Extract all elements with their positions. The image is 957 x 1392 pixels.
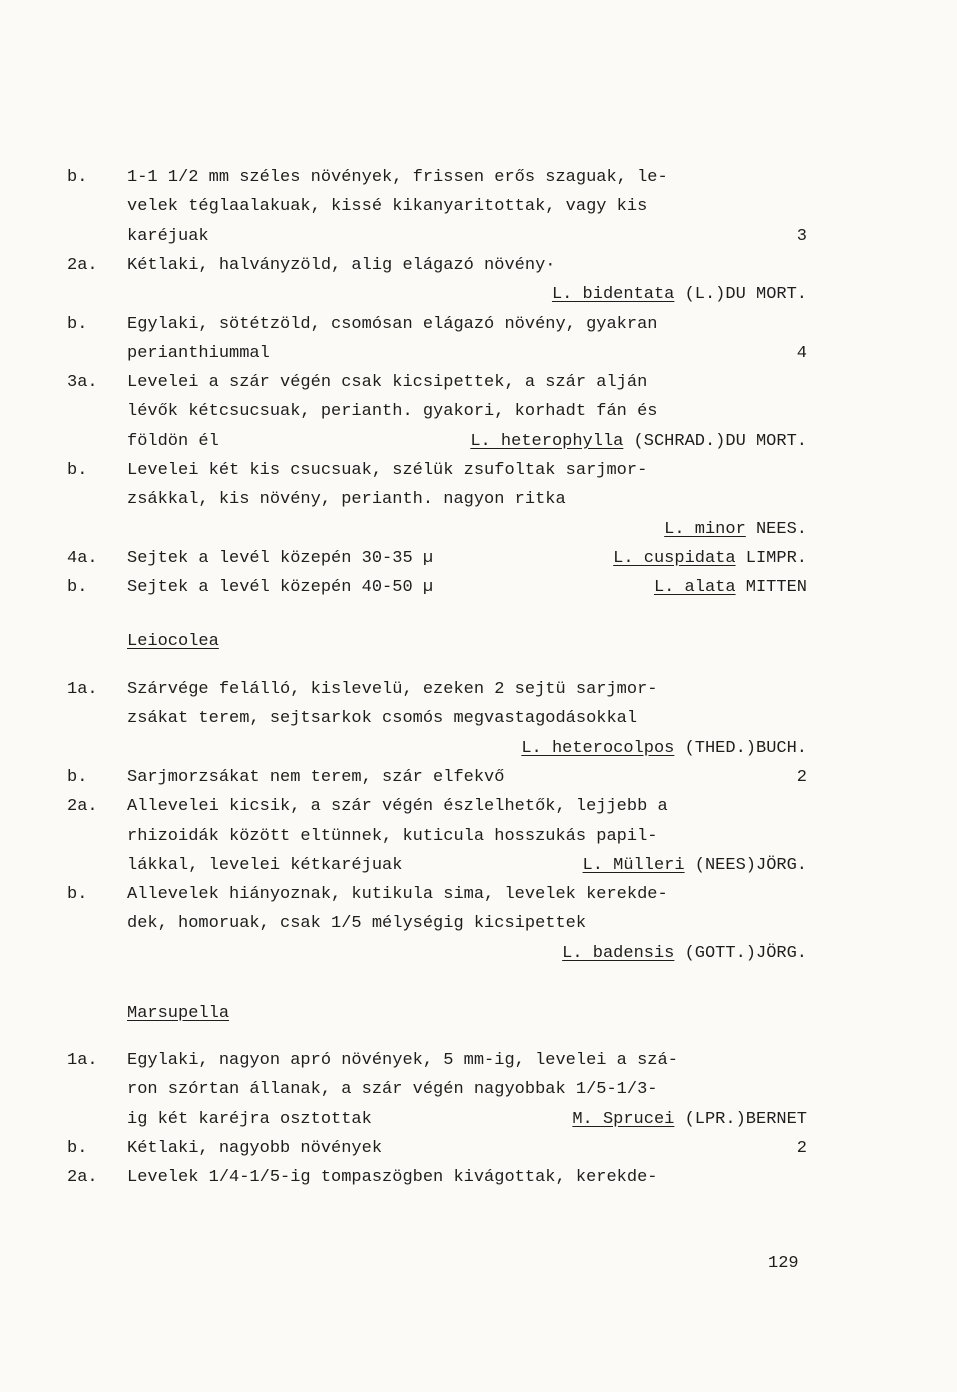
key-line xyxy=(0,940,957,968)
key-line xyxy=(0,457,957,485)
key-line xyxy=(0,1047,957,1075)
species-binomial: L. alata xyxy=(653,578,736,598)
lead-to-number: 4 xyxy=(796,343,807,363)
species-author: LIMPR. xyxy=(735,548,807,568)
key-line xyxy=(0,574,957,602)
species-author: (LPR.)BERNET xyxy=(674,1109,807,1129)
key-line xyxy=(0,252,957,280)
species-author: NEES. xyxy=(745,519,807,539)
key-line xyxy=(0,340,957,368)
couplet-text: Sarjmorzsákat nem terem, szár elfekvő xyxy=(127,767,505,787)
couplet-number: 1a. xyxy=(67,1051,98,1070)
couplet-number: b. xyxy=(67,461,88,480)
species-author: (L.)DU MORT. xyxy=(674,285,807,305)
species-author: (GOTT.)JÖRG. xyxy=(674,943,807,963)
couplet-number: b. xyxy=(67,168,88,187)
couplet-text: zsákkal, kis növény, perianth. nagyon ritka xyxy=(127,490,566,510)
couplet-number: b. xyxy=(67,767,88,787)
key-line xyxy=(0,398,957,426)
lead-to-number: 2 xyxy=(796,1138,807,1158)
couplet-text: lévők kétcsucsuak, perianth. gyakori, korhadt fán és xyxy=(127,402,658,422)
section-heading-leiocolea: Leiocolea xyxy=(127,632,219,651)
couplet-text: Egylaki, nagyon apró növények, 5 mm-ig, levelei a szá- xyxy=(127,1051,678,1070)
key-line xyxy=(0,793,957,821)
couplet-text: perianthiummal xyxy=(127,343,270,363)
key-line xyxy=(0,764,957,792)
page-number: 129 xyxy=(768,1254,799,1273)
key-line xyxy=(0,1076,957,1104)
key-line xyxy=(0,311,957,339)
couplet-text: Sejtek a levél közepén 40-50 µ xyxy=(127,578,434,598)
species-binomial: L. minor xyxy=(664,519,746,539)
species-author: MITTEN xyxy=(735,578,807,598)
species-name xyxy=(572,1106,807,1134)
couplet-number: b. xyxy=(67,578,88,598)
key-line xyxy=(0,516,957,544)
species-binomial: L. cuspidata xyxy=(613,548,736,568)
species-name xyxy=(470,428,807,456)
section-heading-marsupella: Marsupella xyxy=(127,1004,230,1023)
key-line xyxy=(0,852,957,880)
couplet-text: ron szórtan állanak, a szár végén nagyobbak 1/5-1/3- xyxy=(127,1080,658,1100)
couplet-text: Allevelei kicsik, a szár végén észlelhetők, lejjebb a xyxy=(127,797,668,817)
species-binomial: L. bidentata xyxy=(551,285,675,305)
couplet-text: karéjuak xyxy=(127,226,209,246)
couplet-number: 2a. xyxy=(67,797,98,817)
key-line xyxy=(0,910,957,938)
key-line xyxy=(0,369,957,397)
couplet-text: Allevelek hiányoznak, kutikula sima, levelek kerekde- xyxy=(127,885,668,905)
species-binomial: L. badensis xyxy=(562,943,675,963)
species-binomial: M. Sprucei xyxy=(572,1109,675,1129)
key-line xyxy=(0,1164,957,1192)
key-line xyxy=(0,281,957,309)
couplet-text: Szárvége felálló, kislevelü, ezeken 2 sejtü sarjmor- xyxy=(127,680,658,699)
key-line xyxy=(0,1135,957,1163)
couplet-text: dek, homoruak, csak 1/5 mélységig kicsipettek xyxy=(127,914,587,934)
couplet-number: b. xyxy=(67,1138,88,1158)
key-line xyxy=(0,486,957,514)
key-line xyxy=(0,881,957,909)
couplet-number: b. xyxy=(67,314,88,334)
species-name xyxy=(562,940,807,968)
couplet-text: zsákat terem, sejtsarkok csomós megvastagodásokkal xyxy=(127,709,638,729)
key-line xyxy=(0,193,957,221)
species-binomial: L. heterophylla xyxy=(470,431,624,451)
species-name xyxy=(521,735,807,763)
species-name xyxy=(552,281,807,309)
species-author: (NEES)JÖRG. xyxy=(684,855,807,875)
couplet-text: lákkal, levelei kétkaréjuak xyxy=(127,855,403,875)
species-author: (SCHRAD.)DU MORT. xyxy=(623,431,807,451)
key-line xyxy=(0,735,957,763)
couplet-number: 1a. xyxy=(67,680,98,699)
couplet-text: Sejtek a levél közepén 30-35 µ xyxy=(127,548,434,568)
couplet-number: b. xyxy=(67,885,88,905)
species-name xyxy=(654,574,807,602)
couplet-text: ig két karéjra osztottak xyxy=(127,1109,372,1129)
key-line xyxy=(0,223,957,251)
couplet-number: 4a. xyxy=(67,548,98,568)
key-line xyxy=(0,705,957,733)
key-line xyxy=(0,676,957,704)
couplet-number: 2a. xyxy=(67,1168,98,1188)
species-name xyxy=(613,545,807,573)
couplet-number: 3a. xyxy=(67,373,98,393)
species-author: (THED.)BUCH. xyxy=(674,738,807,758)
couplet-text: földön él xyxy=(127,431,219,451)
couplet-text: Kétlaki, nagyobb növények xyxy=(127,1138,383,1158)
couplet-text: velek téglaalakuak, kissé kikanyaritottak, vagy kis xyxy=(127,197,648,217)
couplet-text: Egylaki, sötétzöld, csomósan elágazó növény, gyakran xyxy=(127,314,658,334)
couplet-text: rhizoidák között eltünnek, kuticula hosszukás papil- xyxy=(127,826,658,846)
lead-to-number: 2 xyxy=(796,767,807,787)
key-line xyxy=(0,823,957,851)
couplet-text: 1-1 1/2 mm széles növények, frissen erős szaguak, le- xyxy=(127,168,668,187)
species-binomial: L. Mülleri xyxy=(582,855,685,875)
species-name xyxy=(664,516,807,544)
couplet-text: Kétlaki, halványzöld, alig elágazó növény· xyxy=(127,255,556,275)
couplet-text: Levelei két kis csucsuak, szélük zsufoltak sarjmor- xyxy=(127,461,648,480)
key-line xyxy=(0,428,957,456)
couplet-text: Levelek 1/4-1/5-ig tompaszögben kivágottak, kerekde- xyxy=(127,1168,658,1188)
key-line xyxy=(0,164,957,192)
couplet-number: 2a. xyxy=(67,255,98,275)
lead-to-number: 3 xyxy=(796,226,807,246)
couplet-text: Levelei a szár végén csak kicsipettek, a szár alján xyxy=(127,373,648,393)
key-line xyxy=(0,1106,957,1134)
key-line xyxy=(0,545,957,573)
species-name xyxy=(583,852,807,880)
species-binomial: L. heterocolpos xyxy=(521,738,675,758)
